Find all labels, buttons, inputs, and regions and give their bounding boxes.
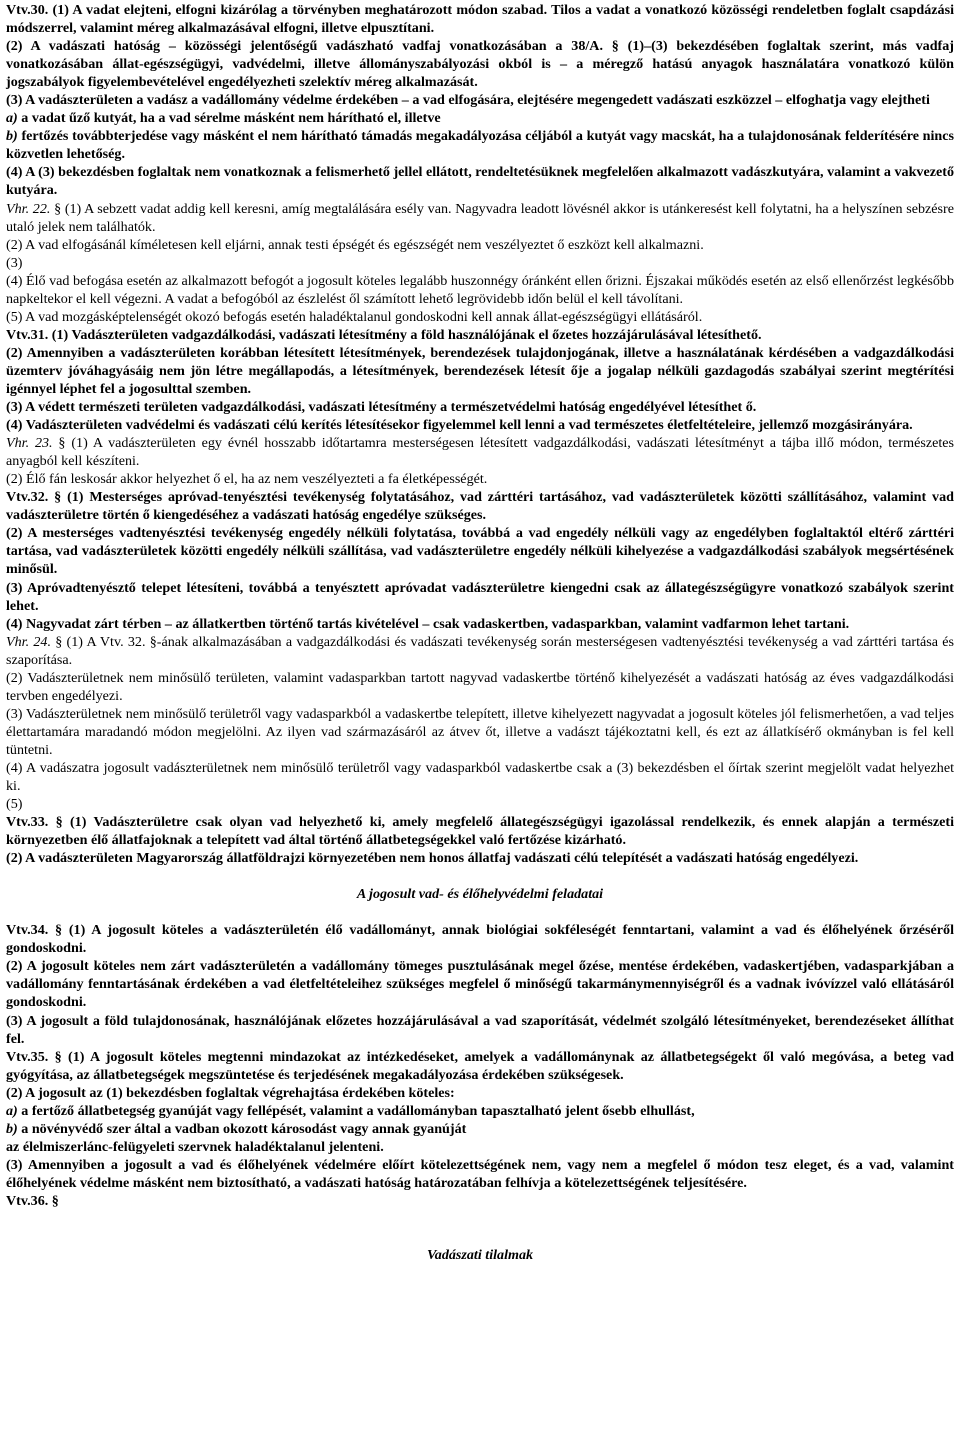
paragraph-text: (3) [6,254,23,271]
paragraph-vtv32-3 [6,579,954,615]
paragraph-text: az élelmiszerlánc-felügyeleti szervnek haladéktalanul jelenteni. [6,1138,384,1155]
paragraph-text: (4) Élő vad befogása esetén az alkalmazott befogót a jogosult köteles legalább huszonnégy óránként ellen őrizni. Éjszakai működés esetén az első ellenőrzést legkésőbb napkeltekor el kell végezni. A vadat a befogóból az észlelést ől számított lehető legrövidebb időn belül el kell távolítani. [6,272,954,307]
paragraph-text: (4) A vadászatra jogosult vadászterületnek nem minősülő területről vagy vadasparkból vadaskertbe csak a (3) bekezdésben el őírtak szerint megjelölt vadat helyezhet ki. [6,759,954,795]
paragraph-text: § (1) A vadászterületen egy évnél hosszabb időtartamra mesterségesen létesített vadgazdálkodási, vadászati létesítményt a tájba illő módon, természetes anyagból kell készíteni. [6,435,954,470]
paragraph-text: (4) Vadászterületen vadvédelmi és vadászati célú kerítés létesítésekor figyelemmel kell lenni a vad természetes életfeltételeire, jellemző mozgásirányára. [6,417,913,434]
paragraph-vtv32-2 [6,524,954,578]
paragraph-vhr23-1 [6,434,954,470]
paragraph-text: (3) A vadászterületen a vadász a vadállomány védelme érdekében – a vad elfogására, elejtésére megengedett vadászati eszközzel – elfoghatja vagy elejtheti [6,92,930,109]
list-item-text: a fertőző állatbetegség gyanúját vagy fellépését, valamint a vadállományban tapasztalható jelent ősebb elhullást, [17,1102,695,1119]
section-heading: Vadászati tilalmak [426,1247,534,1264]
list-item-label: b) [6,1120,18,1137]
document-page [6,0,954,1264]
paragraph-text: (2) Vadászterületnek nem minősülő területen, valamint vadasparkban tartott nagyvad vadaskertbe történő kihelyezését a vadászati hatóság az éves vadgazdálkodási tervben engedélyezi. [6,669,954,704]
paragraph-vtv36 [6,1192,954,1210]
paragraph-text: Vtv.36. § [6,1193,59,1209]
paragraph-vtv34-3 [6,1012,954,1048]
list-item-a [6,1102,954,1120]
spacer [6,903,954,921]
paragraph-text: Vtv.31. (1) Vadászterületen vadgazdálkodási, vadászati létesítmény a föld használójának el őzetes hozzájárulásával létesíthető. [6,326,762,343]
list-item-a [6,109,954,127]
paragraph-vtv31-4 [6,416,954,434]
paragraph-vtv31-2 [6,344,954,398]
paragraph-vtv30-3 [6,91,954,109]
paragraph-vtv30-1 [6,1,954,37]
paragraph-vhr24-2 [6,669,954,705]
paragraph-vhr24-1 [6,633,954,669]
paragraph-vhr22-5 [6,308,954,326]
paragraph-text: (5) A vad mozgásképtelenségét okozó befogás esetén haladéktalanul gondoskodni kell annak állat-egészségügyi ellátásáról. [6,308,703,325]
paragraph-vtv32-4 [6,615,954,633]
section-heading: A jogosult vad- és élőhelyvédelmi feladatai [356,886,604,903]
paragraph-text: (2) A mesterséges vadtenyésztési tevékenység engedély nélküli folytatása, továbbá a vad engedély nélküli vagy az engedélyben foglaltaktól eltérő zárttéri tartása, vad vadászterületek közötti engedély nélküli szállítása, vad vadászterületre engedély nélküli kihelyezése a vadgazdálkodási szabályok megsértésének minősül. [6,525,954,578]
paragraph-vhr22-3 [6,254,954,272]
list-item-text: a növényvédő szer által a vadban okozott károsodást vagy annak gyanúját [17,1120,467,1137]
paragraph-text: § (1) A Vtv. 32. §-ának alkalmazásában a vadgazdálkodási és vadászati tevékenység során mesterségesen vadtenyésztési tevékenység a vad zárttéri tartása és szaporítása. [6,633,954,668]
list-item-label: a) [6,1102,18,1119]
paragraph-vtv30-2 [6,37,954,91]
paragraph-text: Vtv.34. § (1) A jogosult köteles a vadászterületén élő vadállományt, annak biológiai sokféleségét fenntartani, valamint a vad és élőhelyének őrzéséről gondoskodni. [6,922,954,957]
paragraph-vhr22-1 [6,200,954,236]
paragraph-text: (4) A (3) bekezdésben foglaltak nem vonatkoznak a felismerhető jellel ellátott, rendeltetésüknek megfelelően alkalmazott vadászkutyára, valamint a vakvezető kutyára. [6,164,954,199]
paragraph-text: § (1) A sebzett vadat addig kell keresni, amíg megtalálására esély van. Nagyvadra leadott lövésnél akkor is utánkeresést kell folytatni, ha a helyszínen sebzésre utaló jelek nem találhatók. [6,200,954,235]
paragraph-vhr24-3 [6,705,954,759]
paragraph-text: Vtv.33. § (1) Vadászterületre csak olyan vad helyezhető ki, amely megfelelő állategészségügyi igazolással rendelkezik, és ennek alapján a természeti környezetben élő állatfajoknak a telepített vad által történő állatbetegségekkel való fertőzése kizárható. [6,814,954,849]
paragraph-text: (3) Vadászterületnek nem minősülő területről vagy vadasparkból a vadaskertbe telepített, illetve kihelyezett nagyvadat a jogosult köteles jól felismerhetően, a vad teljes élettartamára maradandó módon megjelölni. Az ilyen vad származásáról az átvev őt, illetve a vadászt tájékoztatni kell, és ezt az állatkísérő okmányban is fel kell tüntetni. [6,705,954,758]
spacer [6,867,954,885]
paragraph-text: (2) A vad elfogásánál kíméletesen kell eljárni, annak testi épségét és egészségét nem veszélyeztet ő eszközt kell alkalmazni. [6,236,704,253]
paragraph-text: (2) A jogosult köteles nem zárt vadászterületén a vadállomány tömeges pusztulásának megel őzése, mentése érdekében, vadaskertjében, vadasparkjában a vadállomány fenntartásának érdekében a vad életfeltételeihez szükséges megfelel ő minőségű takarmánymennyiségről és a vadnak ivóvízzel való ellátásáról gondoskodni. [6,958,954,1011]
list-item-b [6,1120,954,1138]
paragraph-vtv33-1 [6,813,954,849]
paragraph-text: (2) A vadászterületen Magyarország állatföldrajzi környezetében nem honos állatfaj vadászati célú telepítését a vadászati hatóság engedélyezi. [6,850,859,867]
list-item-text: fertőzés továbbterjedése vagy másként el nem hárítható támadás megakadályozása céljából a kutyát vagy macskát, ha a tulajdonosának felderítésére nincs közvetlen lehetőség. [6,128,954,163]
paragraph-text: (4) Nagyvadat zárt térben – az állatkertben történő tartás kivételével – csak vadaskertben, vadasparkban, valamint vadfarmon lehet tartani. [6,615,850,632]
paragraph-text: (3) Apróvadtenyésztő telepet létesíteni, továbbá a tenyésztett apróvadat vadászterületre kiengedni csak az állategészségügyre vonatkozó szabályok szerint lehet. [6,579,954,614]
paragraph-vhr24-4 [6,759,954,795]
spacer [6,1210,954,1246]
paragraph-text: (3) Amennyiben a jogosult a vad és élőhelyének védelmére előírt kötelezettségének nem, vagy nem a megfelel ő módon tesz eleget, és a vad, valamint élőhelyének védelme másként nem biztosítható, a vadászati hatóság határozatában felhívja a kötelezettségének teljesítésére. [6,1156,954,1191]
paragraph-text: (2) A jogosult az (1) bekezdésben foglaltak végrehajtása érdekében köteles: [6,1084,455,1101]
paragraph-text: (3) A védett természeti területen vadgazdálkodási, vadászati létesítmény a természetvédelmi hatóság engedélyével létesíthet ő. [6,399,757,416]
paragraph-vtv33-2 [6,849,954,867]
paragraph-text: Vtv.35. § (1) A jogosult köteles megtenni mindazokat az intézkedéseket, amelyek a vadállománynak az állatbetegségekt ől való megóvása, a beteg vad gyógyítása, az állatbetegségek megszüntetése és terjedésének megakadályozása érdekében szükségesek. [6,1048,954,1083]
list-item-label: b) [6,128,18,145]
paragraph-vtv32-1 [6,488,954,524]
list-item-text: a vadat űző kutyát, ha a vad sérelme másként nem hárítható el, illetve [17,110,441,127]
paragraph-text: (2) Amennyiben a vadászterületen korábban létesített létesítmények, berendezések tulajdonjogának, illetve a használatának kérdésében a vadgazdálkodási üzemterv jóváhagyásáig nem jön létre megállapodás, a létesítmények, berendezések létesít ője a jogalap nélküli gazdagodás szabályai szerint megtérítési igénnyel léphet fel a jogosulttal szemben. [6,344,954,397]
list-item-b [6,127,954,163]
paragraph-vtv35-1 [6,1048,954,1084]
paragraph-vtv35-3 [6,1156,954,1192]
paragraph-text: Vtv.30. (1) A vadat elejteni, elfogni kizárólag a törvényben meghatározott módon szabad. Tilos a vadat a vonatkozó közösségi rendeletben foglalt csapdázási módszerrel, valamint méreg alkalmazásával elfogni, illetve elpusztítani. [6,2,954,37]
paragraph-vtv31-1 [6,326,954,344]
paragraph-text: Vtv.32. § (1) Mesterséges apróvad-tenyésztési tevékenység folytatásához, vad zárttéri tartásához, vad vadászterületek közötti szállításához, valamint vad vadászterületre történ ő kiengedéséhez a vadászati hatóság engedélye szükséges. [6,489,954,524]
paragraph-vtv34-1 [6,921,954,957]
paragraph-vtv35-2-tail [6,1138,954,1156]
paragraph-vhr22-2 [6,236,954,254]
paragraph-text: (2) Élő fán leskosár akkor helyezhet ő el, ha az nem veszélyezteti a fa életképességét. [6,471,488,488]
paragraph-vtv31-3 [6,398,954,416]
paragraph-text: (2) A vadászati hatóság – közösségi jelentőségű vadászható vadfaj vonatkozásában a 38/A. § (1)–(3) bekezdésében foglaltak szerint, más vadfaj vonatkozásában állat-egészségügyi, vadvédelmi, illetve állományszabályozási okból is – a méregző hatású anyagok használatára vonatkozó külön jogszabályok figyelembevételével engedélyezheti szelektív méreg alkalmazását. [6,38,954,91]
paragraph-vhr24-5 [6,795,954,813]
paragraph-vtv30-4 [6,163,954,199]
paragraph-lead: Vhr. 23. [6,435,53,452]
paragraph-lead: Vhr. 24. [6,633,51,650]
paragraph-text: (3) A jogosult a föld tulajdonosának, használójának előzetes hozzájárulásával a vad szaporítását, védelmét szolgáló létesítményeket, berendezéseket állíthat fel. [6,1012,954,1047]
paragraph-lead: Vhr. 22. [6,200,51,217]
paragraph-text: (5) [6,796,23,813]
paragraph-vhr23-2 [6,470,954,488]
list-item-label: a) [6,110,18,127]
paragraph-vtv34-2 [6,957,954,1011]
paragraph-vtv35-2 [6,1084,954,1102]
paragraph-vhr22-4 [6,272,954,308]
